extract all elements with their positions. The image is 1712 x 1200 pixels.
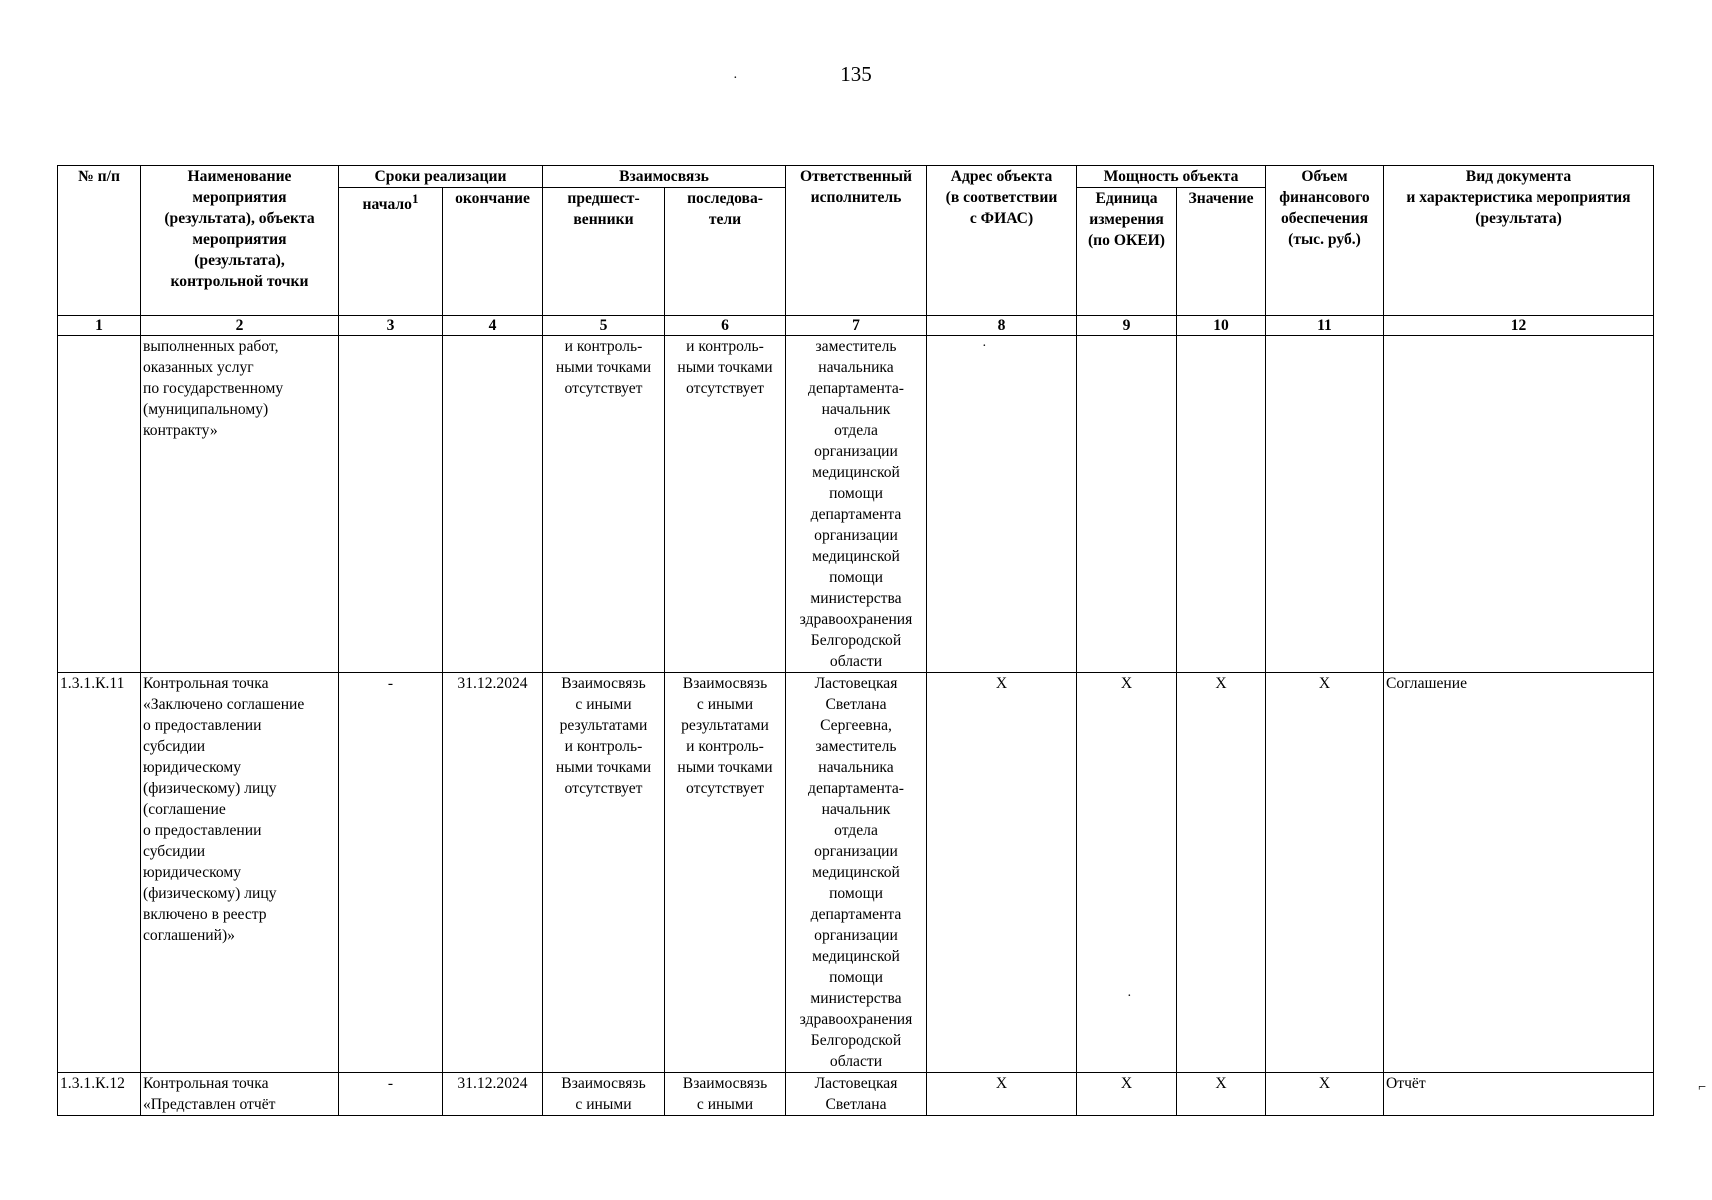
- cell-end: 31.12.2024: [443, 1073, 543, 1116]
- column-number: 7: [786, 316, 927, 336]
- column-number: 1: [58, 316, 141, 336]
- cell-successors: Взаимосвязь с иными результатами и контроль- ными точками отсутствует: [665, 673, 786, 1073]
- header-successors: последова- тели: [665, 188, 786, 316]
- cell-responsible: заместитель начальника департамента- начальник отдела организации медицинской помощи департамента организации медицинской помощи министерства здравоохранения Белгородской области: [786, 336, 927, 673]
- column-number: 2: [141, 316, 339, 336]
- cell-predecessors: и контроль- ными точками отсутствует: [543, 336, 665, 673]
- column-number: 5: [543, 316, 665, 336]
- cell-unit: X: [1077, 673, 1177, 1073]
- cell-finance: X: [1266, 1073, 1384, 1116]
- cell-name: выполненных работ, оказанных услуг по государственному (муниципальному) контракту»: [141, 336, 339, 673]
- cell-id: 1.3.1.К.12: [58, 1073, 141, 1116]
- header-start: начало$^1$: [339, 188, 443, 316]
- column-number: 9: [1077, 316, 1177, 336]
- cell-id: 1.3.1.К.11: [58, 673, 141, 1073]
- scan-corner-mark: ⌐: [1698, 1080, 1706, 1095]
- column-number: 3: [339, 316, 443, 336]
- cell-value: X: [1177, 673, 1266, 1073]
- header-responsible: Ответственный исполнитель: [786, 166, 927, 316]
- cell-unit: X: [1077, 1073, 1177, 1116]
- header-name: Наименование мероприятия (результата), объекта мероприятия (результата), контрольной точки: [141, 166, 339, 316]
- cell-name: Контрольная точка «Заключено соглашение о предоставлении субсидии юридическому (физическому) лицу (соглашение о предоставлении субсидии юридическому (физическому) лицу включено в реестр соглашений)»: [141, 673, 339, 1073]
- plan-table: [57, 165, 1654, 1116]
- header-predecessors: предшест- венники: [543, 188, 665, 316]
- table-row: [58, 673, 1654, 1073]
- scan-dot: ·: [982, 339, 987, 354]
- cell-address: X: [927, 1073, 1077, 1116]
- header-value: Значение: [1177, 188, 1266, 316]
- header-terms: Сроки реализации: [339, 166, 543, 188]
- cell-value: X: [1177, 1073, 1266, 1116]
- header-finance: Объем финансового обеспечения (тыс. руб.): [1266, 166, 1384, 316]
- cell-id: [58, 336, 141, 673]
- cell-successors: и контроль- ными точками отсутствует: [665, 336, 786, 673]
- footnote-marker: 1: [411, 191, 419, 206]
- header-unit: Единица измерения (по ОКЕИ): [1077, 188, 1177, 316]
- header-number: № п/п: [58, 166, 141, 316]
- cell-successors: Взаимосвязь с иными: [665, 1073, 786, 1116]
- column-number: 4: [443, 316, 543, 336]
- cell-predecessors: Взаимосвязь с иными: [543, 1073, 665, 1116]
- cell-finance: X: [1266, 673, 1384, 1073]
- column-number: 6: [665, 316, 786, 336]
- header-end: окончание: [443, 188, 543, 316]
- cell-start: [339, 336, 443, 673]
- cell-address: X: [927, 673, 1077, 1073]
- scan-dot: ·: [733, 71, 738, 86]
- table-row: [58, 336, 1654, 673]
- cell-end: [443, 336, 543, 673]
- cell-document: Соглашение: [1384, 673, 1654, 1073]
- cell-responsible: Ластовецкая Светлана Сергеевна, заместитель начальника департамента- начальник отдела организации медицинской помощи департамента организации медицинской помощи министерства здравоохранения Белгородской области: [786, 673, 927, 1073]
- column-number: 11: [1266, 316, 1384, 336]
- cell-value: [1177, 336, 1266, 673]
- cell-address: [927, 336, 1077, 673]
- cell-start: -: [339, 1073, 443, 1116]
- column-number: 8: [927, 316, 1077, 336]
- column-number: 12: [1384, 316, 1654, 336]
- cell-start: -: [339, 673, 443, 1073]
- cell-document: [1384, 336, 1654, 673]
- header-links: Взаимосвязь: [543, 166, 786, 188]
- cell-end: 31.12.2024: [443, 673, 543, 1073]
- cell-document: Отчёт: [1384, 1073, 1654, 1116]
- column-number: 10: [1177, 316, 1266, 336]
- page-number: 135: [840, 62, 872, 86]
- column-number-row: [58, 316, 1654, 336]
- scan-dot: ·: [1127, 989, 1132, 1004]
- cell-name: Контрольная точка «Представлен отчёт: [141, 1073, 339, 1116]
- cell-responsible: Ластовецкая Светлана: [786, 1073, 927, 1116]
- header-address: Адрес объекта (в соответствии с ФИАС): [927, 166, 1077, 316]
- header-row-1: [58, 166, 1654, 188]
- cell-predecessors: Взаимосвязь с иными результатами и контроль- ными точками отсутствует: [543, 673, 665, 1073]
- cell-unit: [1077, 336, 1177, 673]
- table-row: [58, 1073, 1654, 1116]
- header-power: Мощность объекта: [1077, 166, 1266, 188]
- cell-finance: [1266, 336, 1384, 673]
- header-document: Вид документа и характеристика мероприятия (результата): [1384, 166, 1654, 316]
